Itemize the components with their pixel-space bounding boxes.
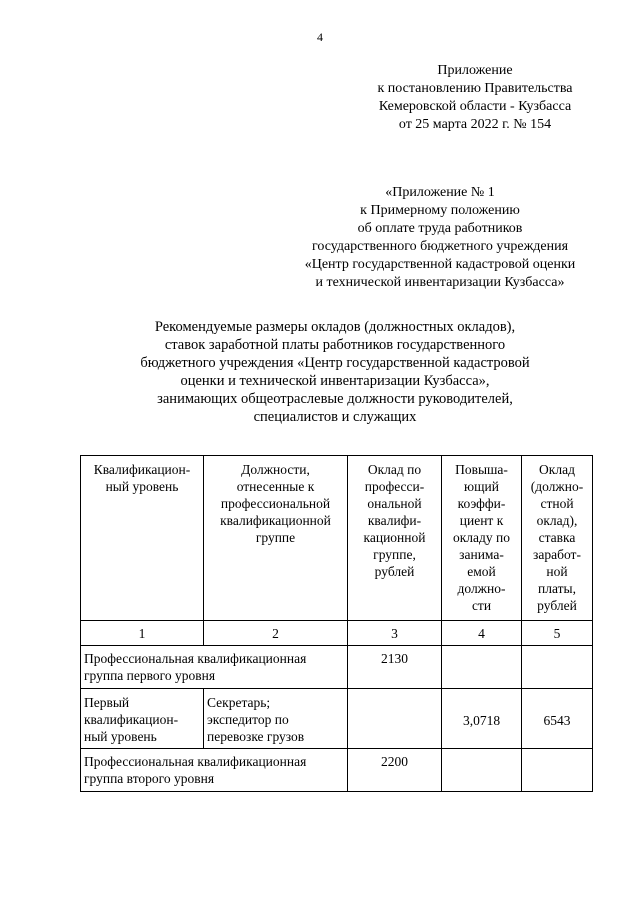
appendix-line: Кемеровской области - Кузбасса bbox=[378, 99, 572, 114]
level-1-rate: 6543 bbox=[522, 689, 593, 749]
header-coefficient: Повыша- ющий коэффи- циент к окладу по занима- емой должно- сти bbox=[442, 456, 522, 621]
empty-cell bbox=[442, 646, 522, 689]
table-row-level-1 bbox=[81, 689, 593, 749]
group-1-salary: 2130 bbox=[348, 646, 442, 689]
appendix-block-resolution bbox=[340, 62, 610, 134]
group-2-salary: 2200 bbox=[348, 749, 442, 792]
salary-table bbox=[80, 455, 593, 792]
appendix-line: об оплате труда работников bbox=[357, 221, 523, 236]
appendix-line: «Приложение № 1 bbox=[385, 185, 495, 200]
heading-line: специалистов и служащих bbox=[253, 409, 417, 425]
column-number: 1 bbox=[81, 621, 204, 646]
header-positions: Должности, отнесенные к профессиональной квалификационной группе bbox=[204, 456, 348, 621]
table-row-group-1 bbox=[81, 646, 593, 689]
appendix-line: к Примерному положению bbox=[360, 203, 520, 218]
column-number-row bbox=[81, 621, 593, 646]
heading-line: бюджетного учреждения «Центр государственной кадастровой bbox=[140, 355, 530, 371]
table-row-group-2 bbox=[81, 749, 593, 792]
level-1-coefficient: 3,0718 bbox=[442, 689, 522, 749]
group-2-label: Профессиональная квалификационная группа второго уровня bbox=[81, 749, 348, 792]
column-number: 3 bbox=[348, 621, 442, 646]
header-base-salary: Оклад по професси- ональной квалифи- кационной группе, рублей bbox=[348, 456, 442, 621]
column-number: 2 bbox=[204, 621, 348, 646]
heading-line: оценки и технической инвентаризации Кузбасса», bbox=[180, 373, 490, 389]
appendix-line: от 25 марта 2022 г. № 154 bbox=[398, 117, 552, 132]
empty-cell bbox=[522, 749, 593, 792]
level-1-label: Первый квалификацион- ный уровень bbox=[81, 689, 204, 749]
column-number: 4 bbox=[442, 621, 522, 646]
appendix-line: и технической инвентаризации Кузбасса» bbox=[315, 275, 565, 290]
header-qualification-level: Квалификацион- ный уровень bbox=[81, 456, 204, 621]
group-1-label: Профессиональная квалификационная группа первого уровня bbox=[81, 646, 348, 689]
column-number: 5 bbox=[522, 621, 593, 646]
level-1-positions: Секретарь; экспедитор по перевозке грузов bbox=[204, 689, 348, 749]
table-header-row bbox=[81, 456, 593, 621]
page-number: 4 bbox=[317, 30, 323, 44]
appendix-line: Приложение bbox=[437, 63, 513, 78]
appendix-line: к постановлению Правительства bbox=[377, 81, 573, 96]
appendix-line: «Центр государственной кадастровой оценки bbox=[304, 257, 576, 272]
appendix-line: государственного бюджетного учреждения bbox=[311, 239, 569, 254]
header-rate: Оклад (должно- стной оклад), ставка заработ- ной платы, рублей bbox=[522, 456, 593, 621]
empty-cell bbox=[348, 689, 442, 749]
heading-line: Рекомендуемые размеры окладов (должностных окладов), bbox=[154, 319, 516, 335]
empty-cell bbox=[442, 749, 522, 792]
appendix-block-regulation bbox=[270, 184, 610, 292]
empty-cell bbox=[522, 646, 593, 689]
heading-line: ставок заработной платы работников государственного bbox=[164, 337, 506, 353]
heading-line: занимающих общеотраслевые должности руководителей, bbox=[157, 391, 513, 407]
document-heading bbox=[80, 318, 590, 426]
